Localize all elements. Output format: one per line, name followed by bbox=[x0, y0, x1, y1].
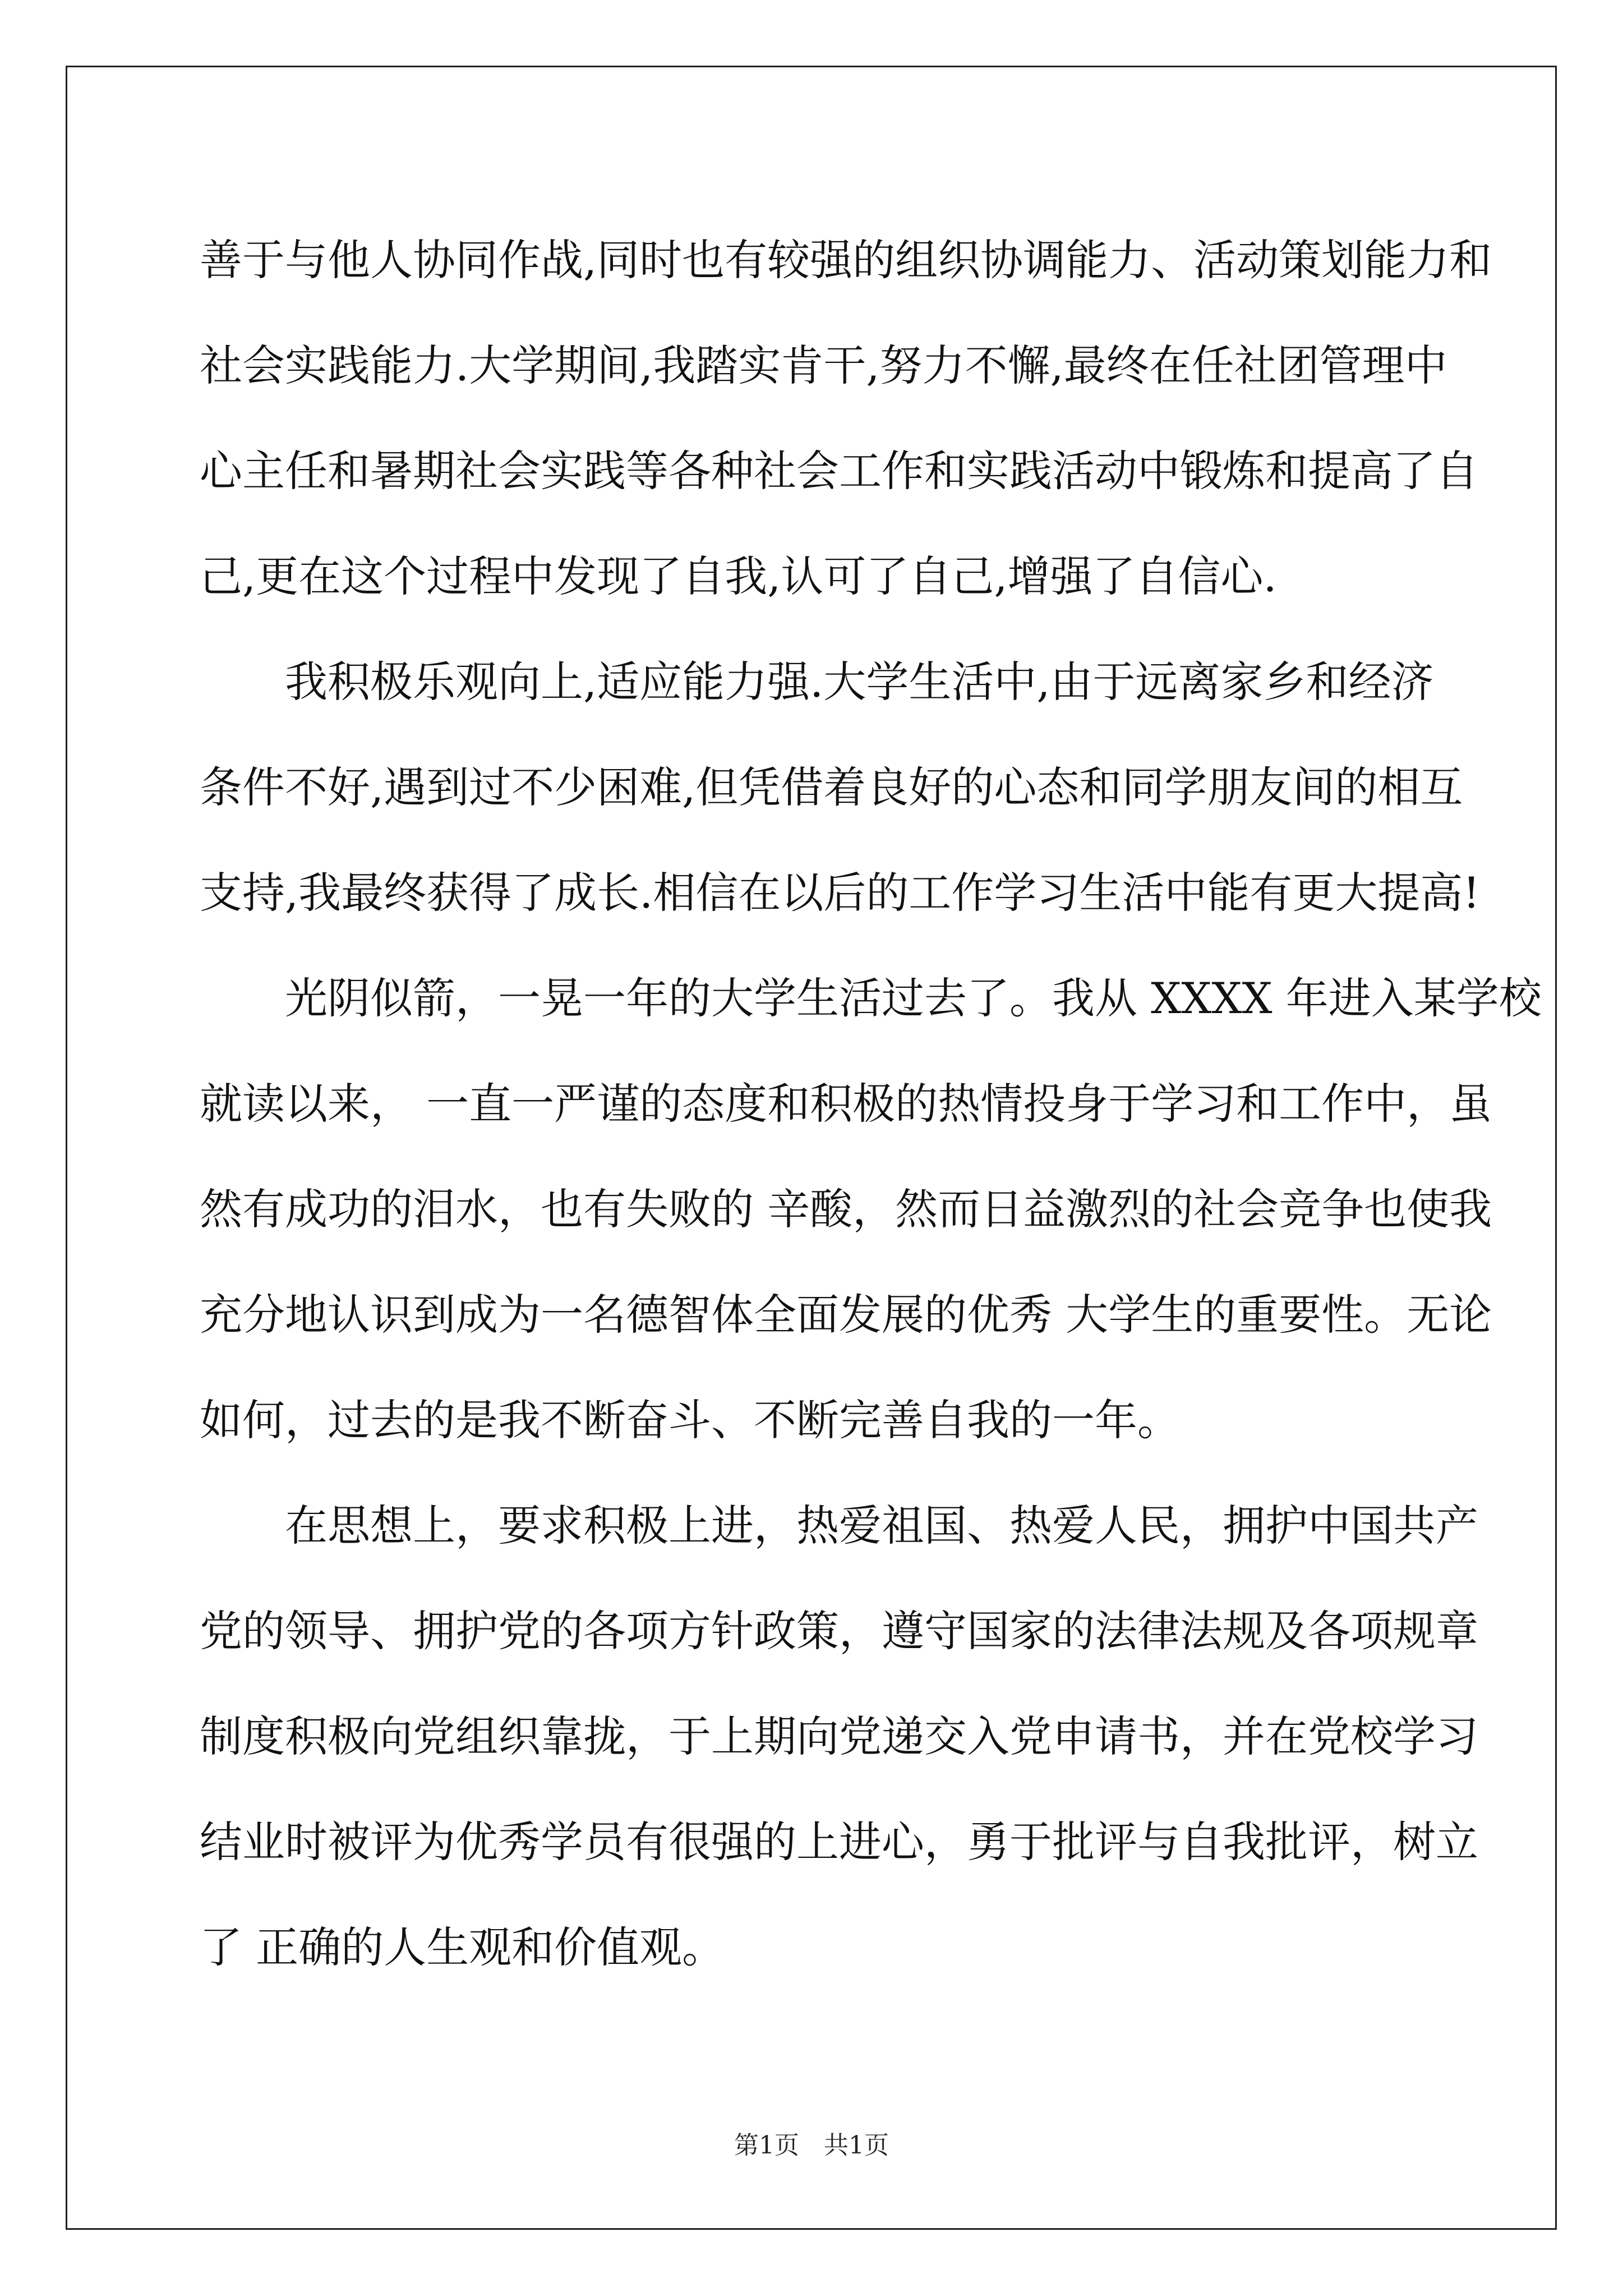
text-line: 条件不好,遇到过不少困难,但凭借着良好的心态和同学朋友间的相互 bbox=[200, 762, 1463, 812]
text-line: 如何，过去的是我不断奋斗、不断完善自我的一年。 bbox=[200, 1395, 1180, 1445]
text-line: 制度积极向党组织靠拢，于上期向党递交入党申请书，并在党校学习 bbox=[200, 1711, 1478, 1761]
page-footer: 第1页 共1页 bbox=[734, 2131, 889, 2160]
document-body bbox=[200, 208, 1542, 2000]
text-line: 结业时被评为优秀学员有很强的上进心，勇于批评与自我批评，树立 bbox=[200, 1817, 1478, 1867]
text-line: 善于与他人协同作战,同时也有较强的组织协调能力、活动策划能力和 bbox=[200, 235, 1492, 285]
text-line: 心主任和暑期社会实践等各种社会工作和实践活动中锻炼和提高了自 bbox=[200, 446, 1478, 496]
text-line: 充分地认识到成为一名德智体全面发展的优秀 大学生的重要性。无论 bbox=[200, 1290, 1492, 1340]
text-line: 然有成功的泪水，也有失败的 辛酸，然而日益激烈的社会竞争也使我 bbox=[200, 1184, 1492, 1234]
text-line: 我积极乐观向上,适应能力强.大学生活中,由于远离家乡和经济 bbox=[200, 657, 1434, 707]
text-line: 支持,我最终获得了成长.相信在以后的工作学习生活中能有更大提高! bbox=[200, 868, 1480, 918]
text-line: 了 正确的人生观和价值观。 bbox=[200, 1922, 725, 1972]
text-line: 党的领导、拥护党的各项方针政策，遵守国家的法律法规及各项规章 bbox=[200, 1606, 1478, 1656]
text-line: 在思想上，要求积极上进，热爱祖国、热爱人民，拥护中国共产 bbox=[200, 1501, 1478, 1550]
text-line: 就读以来， 一直一严谨的态度和积极的热情投身于学习和工作中，虽 bbox=[200, 1079, 1492, 1129]
text-line: 光阴似箭，一晃一年的大学生活过去了。我从 XXXX 年进入某学校 bbox=[200, 973, 1542, 1023]
text-line: 社会实践能力.大学期间,我踏实肯干,努力不懈,最终在任社团管理中 bbox=[200, 341, 1447, 390]
text-line: 己,更在这个过程中发现了自我,认可了自己,增强了自信心. bbox=[200, 551, 1277, 601]
